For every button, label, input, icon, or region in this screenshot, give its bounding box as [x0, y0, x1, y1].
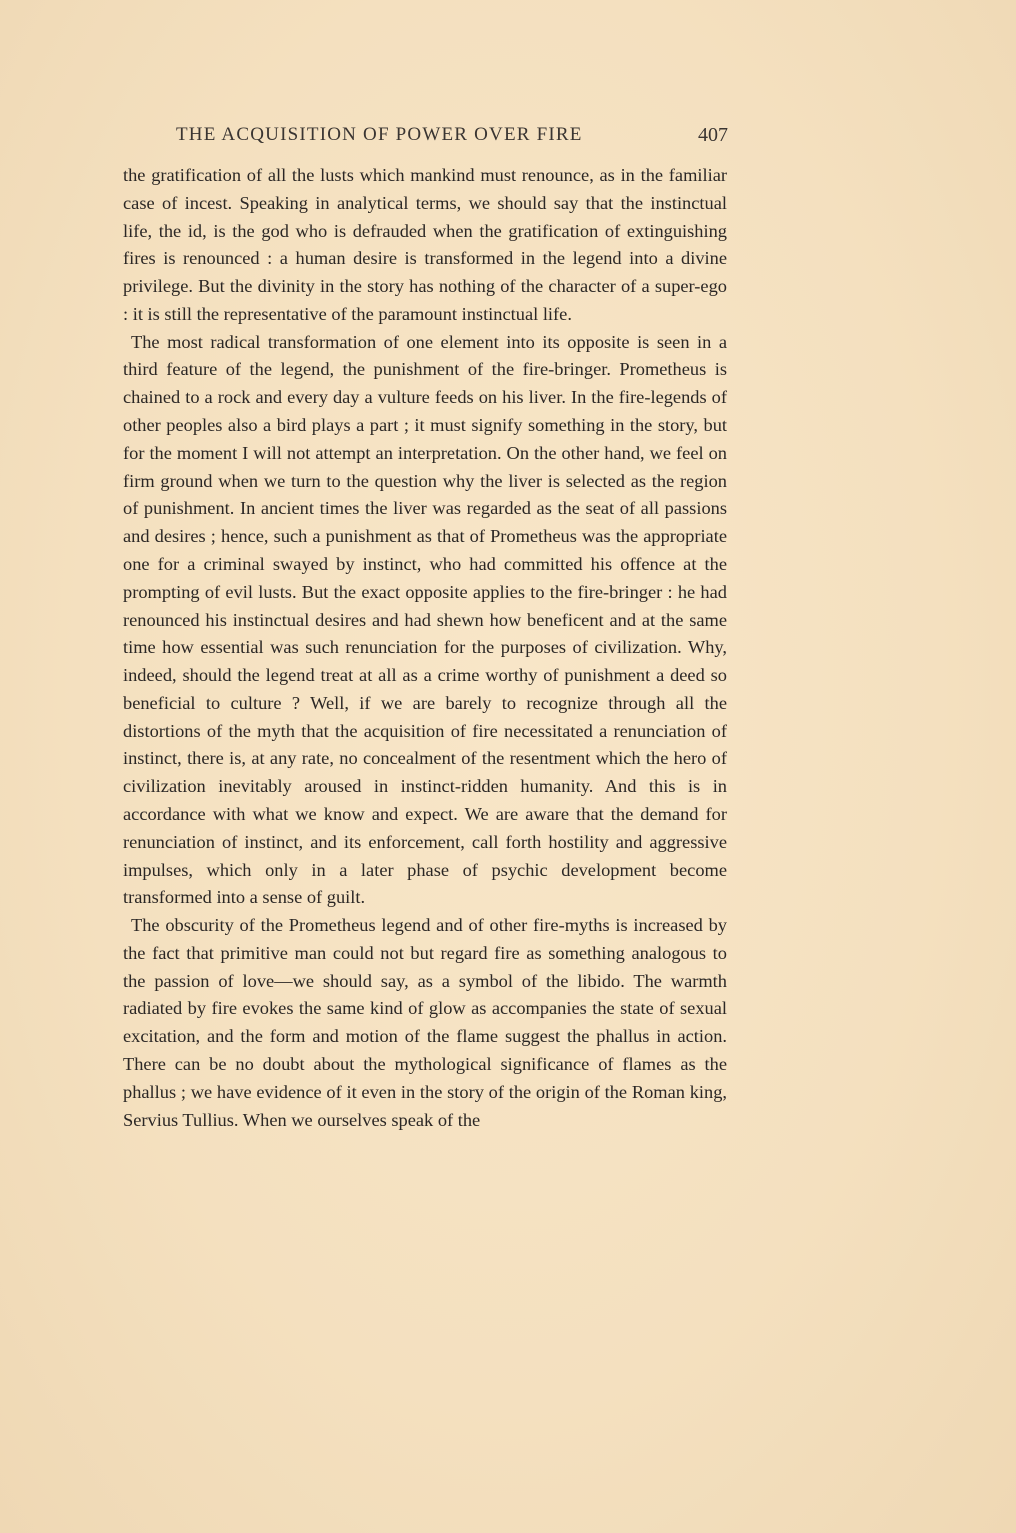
- paragraph-continuation: the gratification of all the lusts which mankind must renounce, as in the familiar case of incest. Speaking in analytical terms, we should say that the instinctual life, the id, is the god who is defrauded when the gratification of extinguishing fires is renounced : a human desire is transformed in the legend into a divine privilege. But the divinity in the story has nothing of the character of a super-ego : it is still the representative of the paramount instinctual life.: [123, 165, 727, 324]
- running-title: THE ACQUISITION OF POWER OVER FIRE: [176, 124, 583, 145]
- body-text: [123, 162, 727, 1134]
- page-header: [176, 124, 728, 152]
- paragraph-punishment: The most radical transformation of one element into its opposite is seen in a third feature of the legend, the punishment of the fire-bringer. Prometheus is chained to a rock and every day a vulture feeds on his liver. In the fire-legends of other peoples also a bird plays a part ; it must signify something in the story, but for the moment I will not attempt an interpretation. On the other hand, we feel on firm ground when we turn to the question why the liver is selected as the region of punishment. In ancient times the liver was regarded as the seat of all passions and desires ; hence, such a punishment as that of Prometheus was the appropriate one for a criminal swayed by instinct, who had committed his offence at the prompting of evil lusts. But the exact opposite applies to the fire-bringer : he had renounced his instinctual desires and had shewn how beneficent and at the same time how essential was such renunciation for the purposes of civilization. Why, indeed, should the legend treat at all as a crime worthy of punishment a deed so beneficial to culture ? Well, if we are barely to recognize through all the distortions of the myth that the acquisition of fire necessitated a renunciation of instinct, there is, at any rate, no concealment of the resentment which the hero of civilization inevitably aroused in instinct-ridden humanity. And this is in accordance with what we know and expect. We are aware that the demand for renunciation of instinct, and its enforcement, call forth hostility and aggressive impulses, which only in a later phase of psychic development become transformed into a sense of guilt.: [123, 331, 727, 908]
- page-number: 407: [698, 124, 728, 146]
- paragraph-libido: The obscurity of the Prometheus legend and of other fire-myths is increased by the fact that primitive man could not but regard fire as something analogous to the passion of love—we should say, as a symbol of the libido. The warmth radiated by fire evokes the same kind of glow as accompanies the state of sexual excitation, and the form and motion of the flame suggest the phallus in action. There can be no doubt about the mythological significance of flames as the phallus ; we have evidence of it even in the story of the origin of the Roman king, Servius Tullius. When we ourselves speak of the: [123, 915, 727, 1130]
